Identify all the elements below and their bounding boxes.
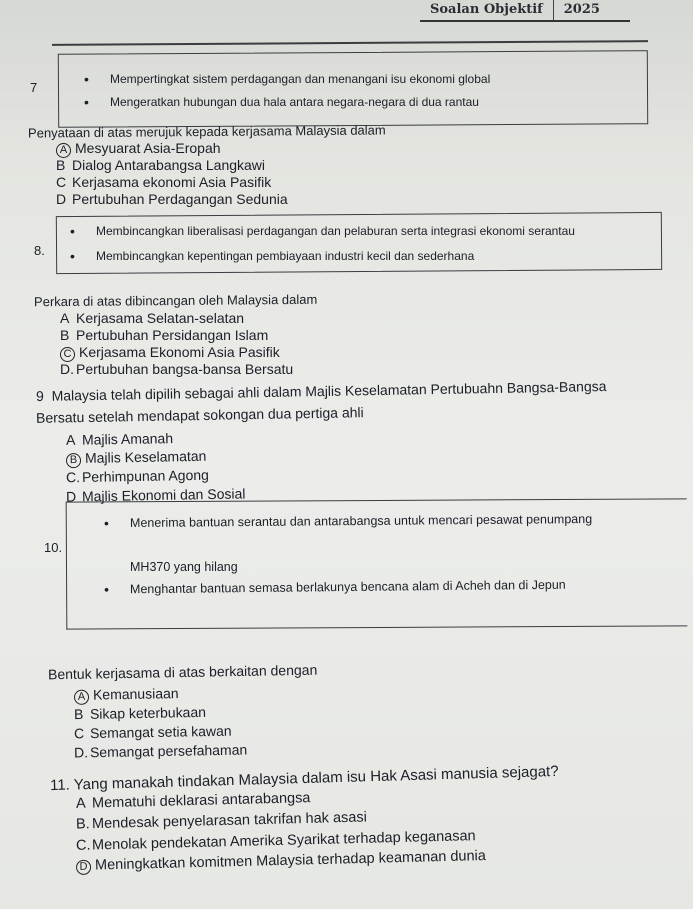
q10-option-b-text: Sikap keterbukaan (89, 703, 207, 722)
q9-option-a-text: Majlis Amanah (81, 430, 174, 448)
q7-option-c-text: Kerjasama ekonomi Asia Pasifik (72, 174, 272, 190)
q8-stem: Perkara di atas dibincangan oleh Malaysia dalam (33, 291, 318, 310)
q11-option-b-text: Mendesak penyelarasan takrifan hak asasi (91, 809, 368, 833)
q7-option-d-text: Pertubuhan Perdagangan Sedunia (72, 191, 288, 207)
q10-option-d-letter: D. (73, 744, 89, 761)
q11-option-d-text: Meningkatkan komitmen Malaysia terhadap keamanan dunia (94, 847, 487, 874)
q9-option-b-text: Majlis Keselamatan (84, 447, 207, 466)
q7-statement-box (58, 50, 648, 128)
q10-option-d-text: Semangat persefahaman (89, 741, 248, 761)
q8-option-b[interactable] (60, 327, 268, 343)
q10-option-c-letter: C (73, 725, 85, 742)
q11-number: 11. (49, 776, 71, 795)
q10-bullet-1-line-2: MH370 yang hilang (130, 560, 238, 574)
q11-option-b-letter: B. (75, 816, 90, 833)
q7-option-c[interactable] (56, 174, 271, 190)
q11-option-a[interactable] (76, 790, 311, 812)
q10-option-a[interactable] (74, 685, 179, 705)
q9-option-b-letter: B (66, 453, 81, 468)
q11-option-b[interactable] (76, 809, 367, 832)
q9-option-c[interactable] (66, 467, 209, 485)
q8-option-c[interactable] (60, 344, 280, 362)
q8-option-c-letter: C (60, 347, 75, 362)
q7-option-d[interactable] (56, 191, 288, 207)
q7-option-c-letter: C (56, 174, 67, 190)
q10-option-c-text: Semangat setia kawan (89, 722, 232, 742)
q7-option-d-letter: D (56, 191, 67, 207)
q9-option-b[interactable] (66, 448, 207, 468)
q7-bullet-1: • Mempertingkat sistem perdagangan dan menangani isu ekonomi global (110, 72, 490, 86)
q10-option-c[interactable] (74, 723, 232, 742)
q9-option-a-letter: A (65, 431, 76, 448)
q11-stem-text: Yang manakah tindakan Malaysia dalam isu Hak Asasi manusia sejagat? (73, 762, 559, 794)
q7-number: 7 (30, 80, 38, 95)
q7-option-b-letter: B (56, 157, 66, 173)
q8-option-a-letter: A (60, 310, 70, 326)
q8-option-c-text: Kerjasama Ekonomi Asia Pasifik (79, 344, 280, 360)
q11-option-a-text: Mematuhi deklarasi antarabangsa (91, 790, 311, 812)
q11-option-a-letter: A (75, 795, 86, 812)
q8-option-b-text: Pertubuhan Persidangan Islam (76, 327, 269, 343)
q8-statement-box (56, 212, 662, 274)
q9-number: 9 (35, 387, 44, 404)
q10-stem: Bentuk kerjasama di atas berkaitan dengan (47, 661, 318, 683)
q8-bullet-1: • Membincangkan liberalisasi perdagangan dan pelaburan serta integrasi ekonomi serantau (96, 224, 575, 238)
header-year: 2025 (563, 2, 600, 17)
q9-option-c-letter: C. (65, 469, 81, 486)
q9-option-a[interactable] (66, 430, 173, 448)
q10-option-a-letter: A (74, 690, 89, 705)
q8-option-b-letter: B (60, 327, 70, 343)
q7-option-a[interactable] (56, 140, 221, 158)
q11-option-c-letter: C. (75, 837, 91, 854)
q8-option-a[interactable] (60, 310, 244, 326)
q9-stem-line-2: Bersatu setelah mendapat sokongan dua pertiga ahli (35, 404, 364, 426)
q7-option-a-text: Mesyuarat Asia-Eropah (75, 140, 221, 156)
q8-option-d-text: Pertubuhan bangsa-bansa Bersatu (76, 361, 294, 377)
q9-stem-text: Malaysia telah dipilih sebagai ahli dalam Majlis Keselamatan Pertubuahn Bangsa-Bangsa (51, 378, 607, 404)
divider (52, 40, 648, 45)
q8-option-d-letter: D. (60, 361, 74, 377)
q11-option-d-letter: D (76, 860, 91, 875)
q8-option-a-text: Kerjasama Selatan-selatan (76, 310, 245, 326)
q7-stem: Penyataan di atas merujuk kepada kerjasama Malaysia dalam (27, 122, 386, 141)
q7-bullet-2: • Mengeratkan hubungan dua hala antara negara-negara di dua rantau (110, 95, 479, 109)
q9-option-c-text: Perhimpunan Agong (81, 466, 210, 485)
q7-option-a-letter: A (56, 143, 71, 158)
q10-bullet-1-line-1: • Menerima bantuan serantau dan antarabangsa untuk mencari pesawat penumpang (130, 512, 592, 530)
q8-bullet-2: • Membincangkan kepentingan pembiayaan industri kecil dan sederhana (96, 249, 474, 263)
page-header (420, 0, 610, 22)
q10-option-a-text: Kemanusiaan (92, 685, 179, 703)
q8-option-d[interactable] (60, 361, 293, 377)
q10-number: 10. (44, 540, 63, 555)
q7-option-b[interactable] (56, 157, 265, 173)
q8-number: 8. (34, 243, 45, 258)
q9-option-d-text: Majlis Ekonomi dan Sosial (81, 485, 246, 505)
q10-option-b[interactable] (74, 704, 206, 722)
header-title: Soalan Objektif (420, 0, 554, 22)
q10-bullet-2: • Menghantar bantuan semasa berlakunya bencana alam di Acheh dan di Jepun (130, 578, 566, 597)
q10-option-b-letter: B (73, 705, 84, 723)
q11-option-c-text: Menolak pendekatan Amerika Syarikat terhadap keganasan (91, 828, 476, 854)
header-rule (420, 20, 630, 22)
q9-stem-line-1 (36, 378, 607, 404)
q7-option-b-text: Dialog Antarabangsa Langkawi (72, 157, 266, 173)
q10-option-d[interactable] (74, 741, 247, 760)
q9-option-d-letter: D (65, 488, 77, 505)
